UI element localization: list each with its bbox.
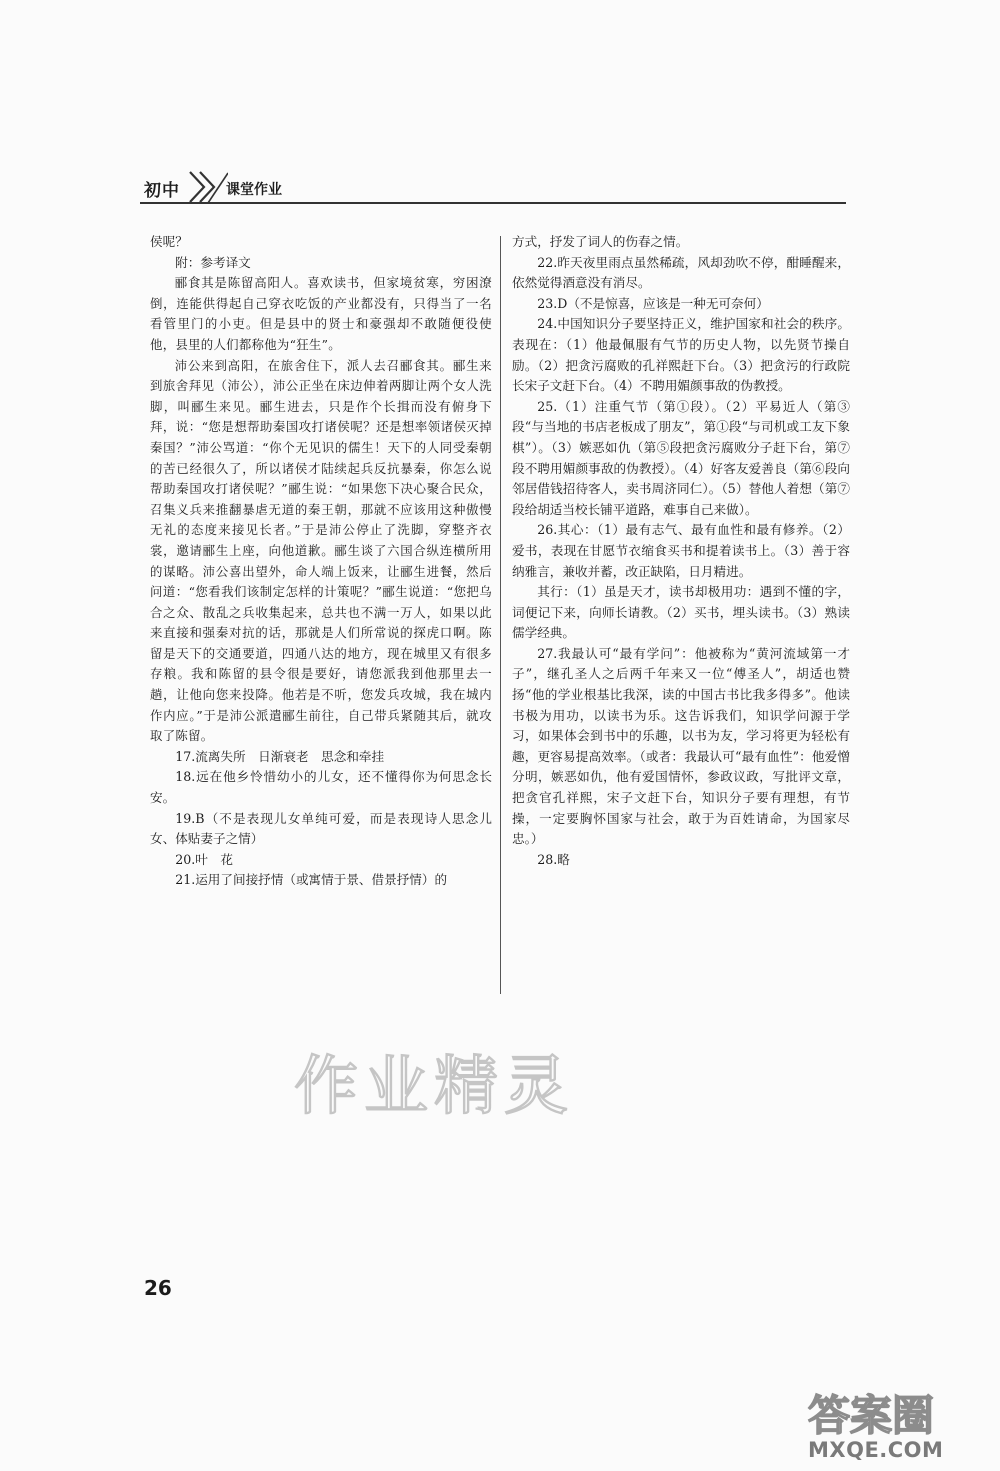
paragraph: 24.中国知识分子要坚持正义，维护国家和社会的秩序。表现在：（1）他最佩服有气节的历史人物，以先贤节操自励。（2）把贪污腐败的孔祥熙赶下台。（3）把贪污的行政院长宋子文赶下台。（4）不聘用媚颜事敌的伪教授。 [512,316,850,394]
paragraph: 21.运用了间接抒情（或寓情于景、借景抒情）的 [175,872,448,888]
paragraph: 其行：（1）虽是天才，读书却极用功：遇到不懂的字，词便记下来，向师长请教。（2）买书，埋头读书。（3）熟读儒学经典。 [512,584,850,641]
watermark-corner-logo [802,1384,978,1440]
watermark-corner [802,1384,978,1470]
paragraph: 方式，抒发了词人的伤春之情。 [512,234,689,249]
paragraph: 附：参考译文 [175,254,251,270]
page-header [140,172,846,204]
watermark-url: MXQE.COM [808,1438,944,1462]
paragraph: 23.D（不是惊喜，应该是一种无可奈何） [537,295,769,311]
right-column [512,232,850,870]
paragraph: 20.叶 花 [175,851,233,867]
header-level-label: 初中 [144,181,180,201]
paragraph: 28.略 [537,851,570,867]
paragraph: 26.其心：（1）最有志气、最有血性和最有修养。（2）爱书，表现在甘愿节衣缩食买书和提着读书上。（3）善于容纳雅言，兼收并蓄，改正缺陷，日月精进。 [512,522,850,579]
left-column [150,232,492,891]
paragraph: 27.我最认可“最有学问”：他被称为“黄河流域第一才子”，继孔圣人之后两千年来又一位“傅圣人”，胡适也赞扬“他的学业根基比我深，读的中国古书比我多得多”。他读书极为用功，以读书为乐。这告诉我们，知识学问源于学习，如果体会到书中的乐趣，以书为友，学习将更为轻松有趣，更容易提高效率。（或者：我最认可“最有血性”：他爱憎分明，嫉恶如仇，他有爱国情怀，参政议政，写批评文章，把贪官孔祥熙，宋子文赶下台，知识分子要有理想，有节操，一定要胸怀国家与社会，敢于为百姓请命，为国家尽忠。） [512,645,850,847]
watermark-logo [294,1040,574,1130]
paragraph: 17.流离失所 日渐衰老 思念和牵挂 [175,748,385,764]
paragraph: 郦食其是陈留高阳人。喜欢读书，但家境贫寒，穷困潦倒，连能供得起自己穿衣吃饭的产业都没有，只得当了一名看管里门的小吏。但是县中的贤士和豪强却不敢随便役使他，县里的人们都称他为“狂生”。 [150,275,492,352]
paragraph: 侯呢？ [150,234,188,249]
double-chevron-icon [184,170,228,204]
page-number: 26 [144,1276,172,1300]
paragraph: 22.昨天夜里雨点虽然稀疏，风却劲吹不停，酣睡醒来，依然觉得酒意没有消尽。 [512,254,850,291]
header-series-label: 课堂作业 [226,182,282,198]
paragraph: 25.（1）注重气节（第①段）。（2）平易近人（第③段“与当地的书店老板成了朋友”，第①段“与司机或工友下象棋”）。（3）嫉恶如仇（第⑤段把贪污腐败分子赶下台，第⑦段不聘用媚颜事敌的伪教授）。（4）好客友爱善良（第⑥段向邻居借钱招待客人，卖书周济同仁）。（5）替他人着想（第⑦段给胡适当校长铺平道路，难事自己来做）。 [512,398,850,517]
column-divider [500,236,501,994]
paragraph: 沛公来到高阳，在旅舍住下，派人去召郦食其。郦生来到旅舍拜见（沛公），沛公正坐在床边伸着两脚让两个女人洗脚，叫郦生来见。郦生进去，只是作个长揖而没有俯身下拜，说：“您是想帮助秦国攻打诸侯呢？还是想率领诸侯灭掉秦国？”沛公骂道：“你个无见识的儒生！天下的人同受秦朝的苦已经很久了，所以诸侯才陆续起兵反抗暴秦，你怎么说帮助秦国攻打诸侯呢？”郦生说：“如果您下决心聚合民众，召集义兵来推翻暴虐无道的秦王朝，那就不应该用这种傲慢无礼的态度来接见长者。”于是沛公停止了洗脚，穿整齐衣裳，邀请郦生上座，向他道歉。郦生谈了六国合纵连横所用的谋略。沛公喜出望外，命人端上饭来，让郦生进餐，然后问道：“您看我们该制定怎样的计策呢？”郦生说道：“您把乌合之众、散乱之兵收集起来，总共也不满一万人，如果以此来直接和强秦对抗的话，那就是人们所常说的探虎口啊。陈留是天下的交通要道，四通八达的地方，现在城里又有很多存粮。我和陈留的县令很是要好，请您派我到他那里去一趟，让他向您来投降。他若是不听，您发兵攻城，我在城内作内应。”于是沛公派遣郦生前往，自己带兵紧随其后，就攻取了陈留。 [150,357,492,744]
header-rule [140,202,846,204]
watermark-center-text: 作业精灵 [294,1050,574,1124]
paragraph: 18.远在他乡怜惜幼小的儿女，还不懂得你为何思念长安。 [150,769,492,806]
paragraph: 19.B（不是表现儿女单纯可爱，而是表现诗人思念儿女、体贴妻子之情） [150,810,492,847]
watermark-corner-text: 答案圈 [808,1391,935,1440]
